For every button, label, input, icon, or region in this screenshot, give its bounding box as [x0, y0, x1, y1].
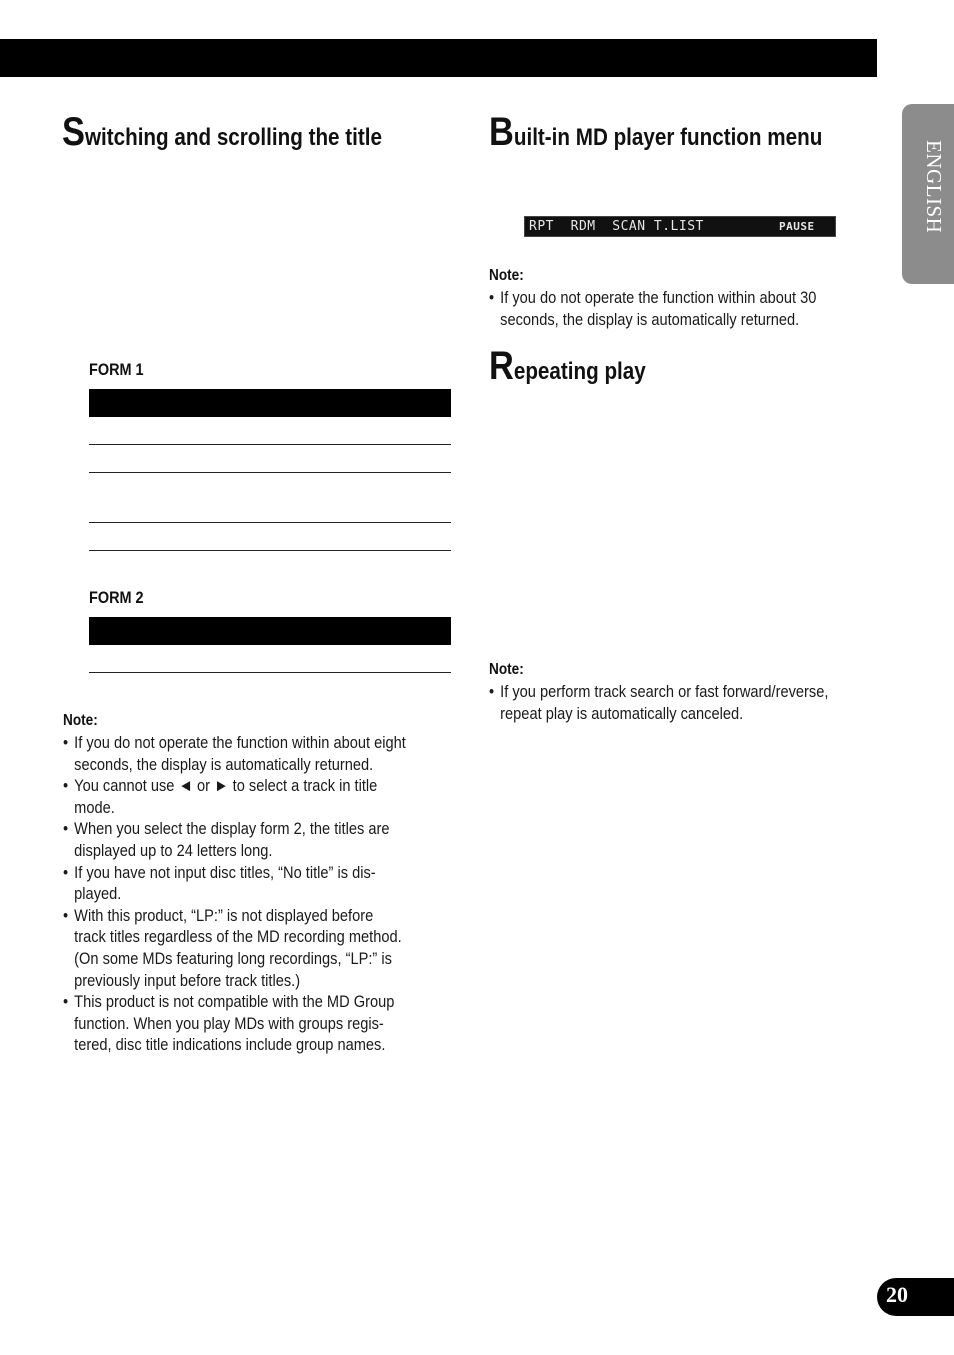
top-banner — [0, 39, 877, 77]
note-line: tered, disc title indications include group names. — [74, 1035, 386, 1055]
function-menu-display — [524, 216, 836, 237]
form1-table-rule — [89, 472, 451, 473]
right-note2-title: Note: — [489, 661, 524, 678]
note-line: previously input before track titles.) — [74, 970, 301, 990]
right-note1-list — [489, 287, 889, 330]
note-item — [63, 732, 407, 775]
function-menu-items: RPT RDM SCAN T.LIST — [529, 219, 704, 234]
form1-table-rule — [89, 550, 451, 551]
note-line: This product is not compatible with the MD Group — [74, 992, 395, 1012]
form1-table-rule — [89, 522, 451, 523]
pause-item: PAUSE — [779, 220, 815, 233]
note-item — [489, 681, 833, 724]
note-item — [63, 905, 407, 991]
left-note-list — [63, 732, 463, 1056]
note-line: repeat play is automatically canceled. — [500, 703, 744, 723]
note-item — [63, 818, 407, 861]
note-line: (On some MDs featuring long recordings, “LP:” is — [74, 948, 392, 968]
note-line: If you do not operate the function within about 30 — [500, 288, 817, 307]
form1-label: FORM 1 — [89, 360, 144, 379]
note-line: If you do not operate the function within about eight — [74, 733, 406, 752]
form2-label: FORM 2 — [89, 588, 144, 607]
note-line: With this product, “LP:” is not displayed before — [74, 905, 374, 925]
note-line: You cannot use ◄ or ► to select a track in title — [74, 776, 378, 796]
heading-builtin-md-function-menu: Built-in MD player function menu — [489, 110, 823, 154]
note-line: If you perform track search or fast forward/reverse, — [500, 682, 829, 701]
note-line: played. — [74, 884, 122, 904]
form1-header-bar — [89, 389, 451, 417]
note-line: function. When you play MDs with groups regis- — [74, 1013, 384, 1033]
note-item — [63, 991, 407, 1056]
page-number: 20 — [886, 1282, 908, 1307]
form1-table-rule — [89, 444, 451, 445]
form2-header-bar — [89, 617, 451, 645]
left-note-title: Note: — [63, 712, 98, 729]
right-note1-title: Note: — [489, 267, 524, 284]
heading-switching-scrolling-title: Switching and scrolling the title — [62, 110, 382, 154]
language-tab-label: ENGLISH — [922, 140, 946, 234]
note-line: displayed up to 24 letters long. — [74, 840, 273, 860]
note-line: track titles regardless of the MD recording method. — [74, 927, 402, 947]
note-item — [63, 775, 407, 818]
heading-repeating-play: Repeating play — [489, 344, 646, 388]
note-line: If you have not input disc titles, “No title” is dis- — [74, 862, 376, 882]
note-line: mode. — [74, 797, 115, 817]
note-item — [489, 287, 833, 330]
note-line: When you select the display form 2, the titles are — [74, 819, 390, 839]
note-item — [63, 862, 407, 905]
right-note2-list — [489, 681, 889, 724]
note-line: seconds, the display is automatically returned. — [500, 309, 800, 329]
form2-table-rule — [89, 672, 451, 673]
note-line: seconds, the display is automatically returned. — [74, 754, 374, 774]
